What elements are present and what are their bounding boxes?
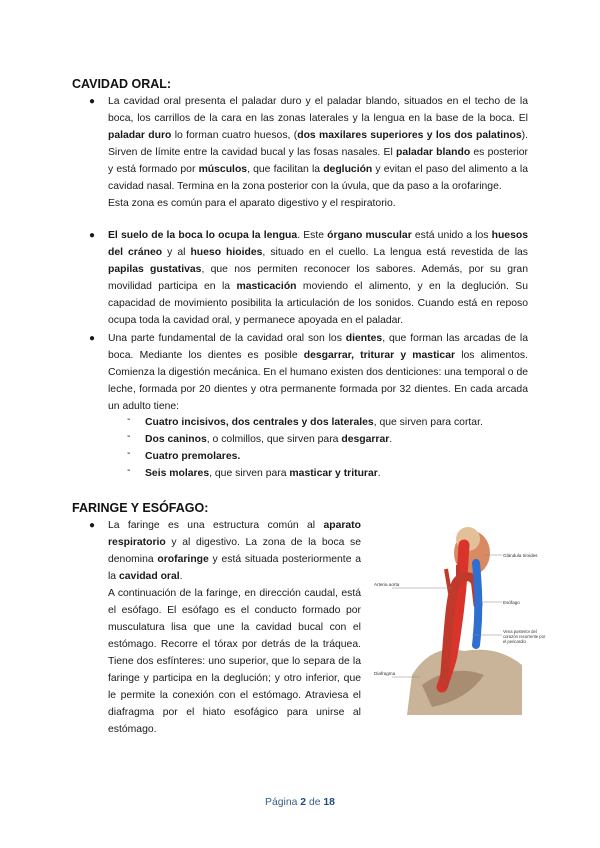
paragraph-lengua: El suelo de la boca lo ocupa la lengua. Este órgano muscular está unido a los huesos del cráneo y al hueso hioides, situado en el cuello. La lengua está revestida de las papilas gustativas, que nos permiten reconocer los sabores. Además, por su gran movilidad participa en la masticación moviendo el alimento, y en la deglución. Su capacidad de movimiento posibilita la articulación de los sonidos. Cuando está en reposo ocupa toda la cavidad oral, y permanece apoyada en el paladar. (108, 230, 529, 326)
list-dash: - (127, 431, 131, 442)
teeth-item-premolares: Cuatro premolares. (145, 451, 241, 462)
page-footer: Página 2 de 18 (265, 797, 335, 808)
list-dash: - (127, 414, 131, 425)
label-vein-line2: corazón recurrente por (503, 634, 546, 639)
list-dash: - (127, 448, 131, 459)
esophagus-anatomy-figure (372, 525, 546, 715)
bullet-dot: ● (89, 230, 96, 241)
label-vein-line1: Vena posterior del (503, 629, 537, 634)
vein-shape (476, 563, 478, 645)
teeth-item-incisivos: Cuatro incisivos, dos centrales y dos laterales, que sirven para cortar. (145, 417, 483, 428)
page-total: 18 (323, 797, 335, 808)
label-aorta: Arteria aorta (374, 582, 400, 587)
label-diaphragm: Diafragma (374, 671, 396, 676)
paragraph-paladar: La cavidad oral presenta el paladar duro y el paladar blando, situados en el techo de la boca, los carrillos de la cara en las zonas laterales y la lengua en la base de la boca. El paladar duro lo forman cuatro huesos, (dos maxilares superiores y los dos palatinos). Sirven de límite entre la cavidad bucal y las fosas nasales. El paladar blando es posterior y está formado por músculos, que facilitan la deglución y evitan el paso del alimento a la cavidad nasal. Termina en la zona posterior con la úvula, que da paso a la orofaringe. Esta zona es común para el aparato digestivo y el respiratorio. (108, 93, 528, 212)
paragraph-dientes: Una parte fundamental de la cavidad oral son los dientes, que forman las arcadas de la boca. Mediante los dientes es posible desgarrar, triturar y masticar los alimentos. Comienza la digestión mecánica. En el humano existen dos denticiones: una temporal o de leche, formada por 20 dientes y otra permanente formada por 32 dientes. En cada arcada un adulto tiene: (108, 333, 528, 412)
page-number: 2 (300, 797, 307, 808)
list-dash: - (127, 465, 131, 476)
bullet-dot: ● (89, 520, 96, 531)
section-heading-oral: CAVIDAD ORAL: (72, 77, 172, 91)
label-vein-line3: el pericardio (503, 639, 526, 644)
paragraph-note: Esta zona es común para el aparato digestivo y el respiratorio. (108, 198, 396, 209)
bullet-dot: ● (89, 96, 96, 107)
label-esophagus: Esófago (503, 600, 520, 605)
teeth-item-molares: Seis molares, que sirven para masticar y triturar. (145, 468, 381, 479)
bullet-dot: ● (89, 333, 96, 344)
paragraph-esofago: A continuación de la faringe, en dirección caudal, está el esófago. El esófago es el conducto formado por musculatura lisa que une la cavidad bucal con el estómago. Recorre el tórax por detrás de la tráquea. Tiene dos esfínteres: uno superior, que lo separa de la faringe y participa en la deglución; y otro inferior, que le permite la conexión con el estómago. Atraviesa el diafragma por el hiato esofágico para unirse al estómago. (108, 588, 361, 735)
label-gland: Glándula tiroides (503, 553, 538, 558)
section-heading-faringe: FARINGE Y ESÓFAGO: (72, 501, 209, 515)
teeth-item-caninos: Dos caninos, o colmillos, que sirven para desgarrar. (145, 434, 393, 445)
paragraph-faringe: La faringe es una estructura común al aparato respiratorio y al digestivo. La zona de la boca se denomina orofaringe y está situada posteriormente a la cavidad oral. A continuación de la faringe, en dirección caudal, está el esófago. El esófago es el conducto formado por musculatura lisa que une la cavidad bucal con el estómago. Recorre el tórax por detrás de la tráquea. Tiene dos esfínteres: uno superior, que lo separa de la faringe y participa en la deglución; y otro inferior, que le permite la conexión con el estómago. Atraviesa el diafragma por el hiato esofágico para unirse al estómago. (108, 517, 361, 738)
